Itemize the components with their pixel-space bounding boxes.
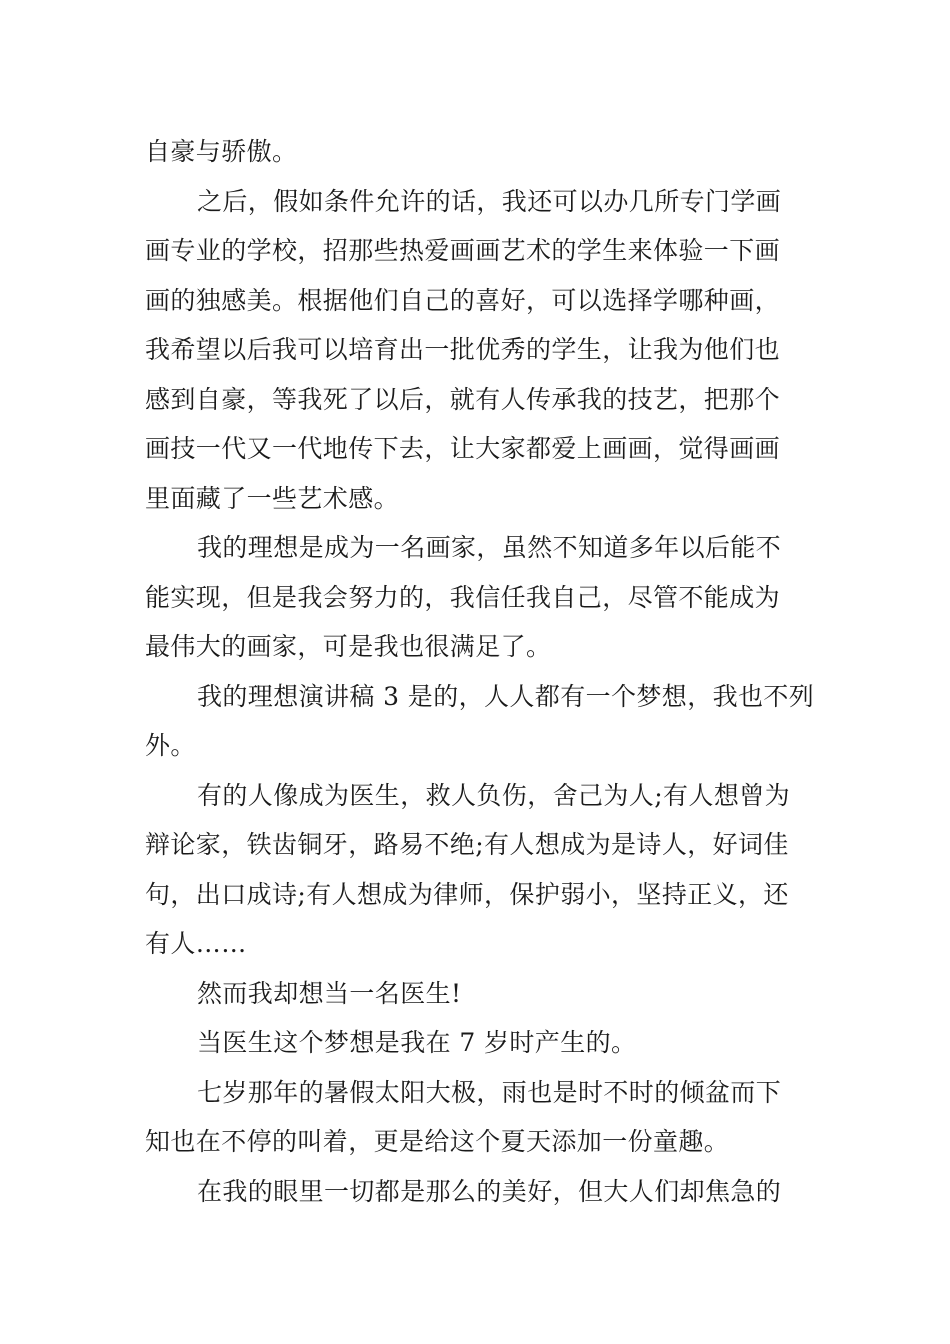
- text-line: 我的理想演讲稿 3 是的，人人都有一个梦想，我也不列: [197, 681, 815, 711]
- text-line: 辩论家，铁齿铜牙，路易不绝;有人想成为是诗人，好词佳: [145, 830, 789, 859]
- text-line: 七岁那年的暑假太阳大极，雨也是时不时的倾盆而下: [197, 1077, 782, 1107]
- text-line: 里面藏了一些艺术感。: [145, 483, 400, 513]
- text-line: 当医生这个梦想是我在 7 岁时产生的。: [197, 1028, 637, 1057]
- text-line: 画专业的学校，招那些热爱画画艺术的学生来体验一下画: [145, 236, 781, 265]
- text-line: 最伟大的画家，可是我也很满足了。: [145, 632, 552, 661]
- document-body: [145, 127, 815, 1216]
- text-line: 感到自豪，等我死了以后，就有人传承我的技艺，把那个: [145, 384, 781, 414]
- text-line: 句，出口成诗;有人想成为律师，保护弱小，坚持正义，还: [145, 879, 789, 909]
- text-line: 在我的眼里一切都是那么的美好，但大人们却焦急的: [197, 1176, 782, 1206]
- text-line: 能实现，但是我会努力的，我信任我自己，尽管不能成为: [145, 582, 781, 612]
- text-line: 我希望以后我可以培育出一批优秀的学生，让我为他们也: [145, 335, 781, 364]
- text-line: 有人……: [145, 929, 247, 958]
- text-line: 有的人像成为医生，救人负伤，舍己为人;有人想曾为: [197, 780, 791, 810]
- text-line: 知也在不停的叫着，更是给这个夏天添加一份童趣。: [145, 1127, 730, 1156]
- text-line: 画技一代又一代地传下去，让大家都爱上画画，觉得画画: [145, 434, 781, 463]
- text-line: 画的独感美。根据他们自己的喜好，可以选择学哪种画，: [145, 285, 781, 315]
- text-line: 外。: [145, 731, 196, 760]
- text-line: 之后，假如条件允许的话，我还可以办几所专门学画: [197, 186, 782, 216]
- text-line: 自豪与骄傲。: [145, 137, 298, 166]
- text-line: 然而我却想当一名医生!: [197, 978, 462, 1008]
- text-line: 我的理想是成为一名画家，虽然不知道多年以后能不: [197, 533, 782, 562]
